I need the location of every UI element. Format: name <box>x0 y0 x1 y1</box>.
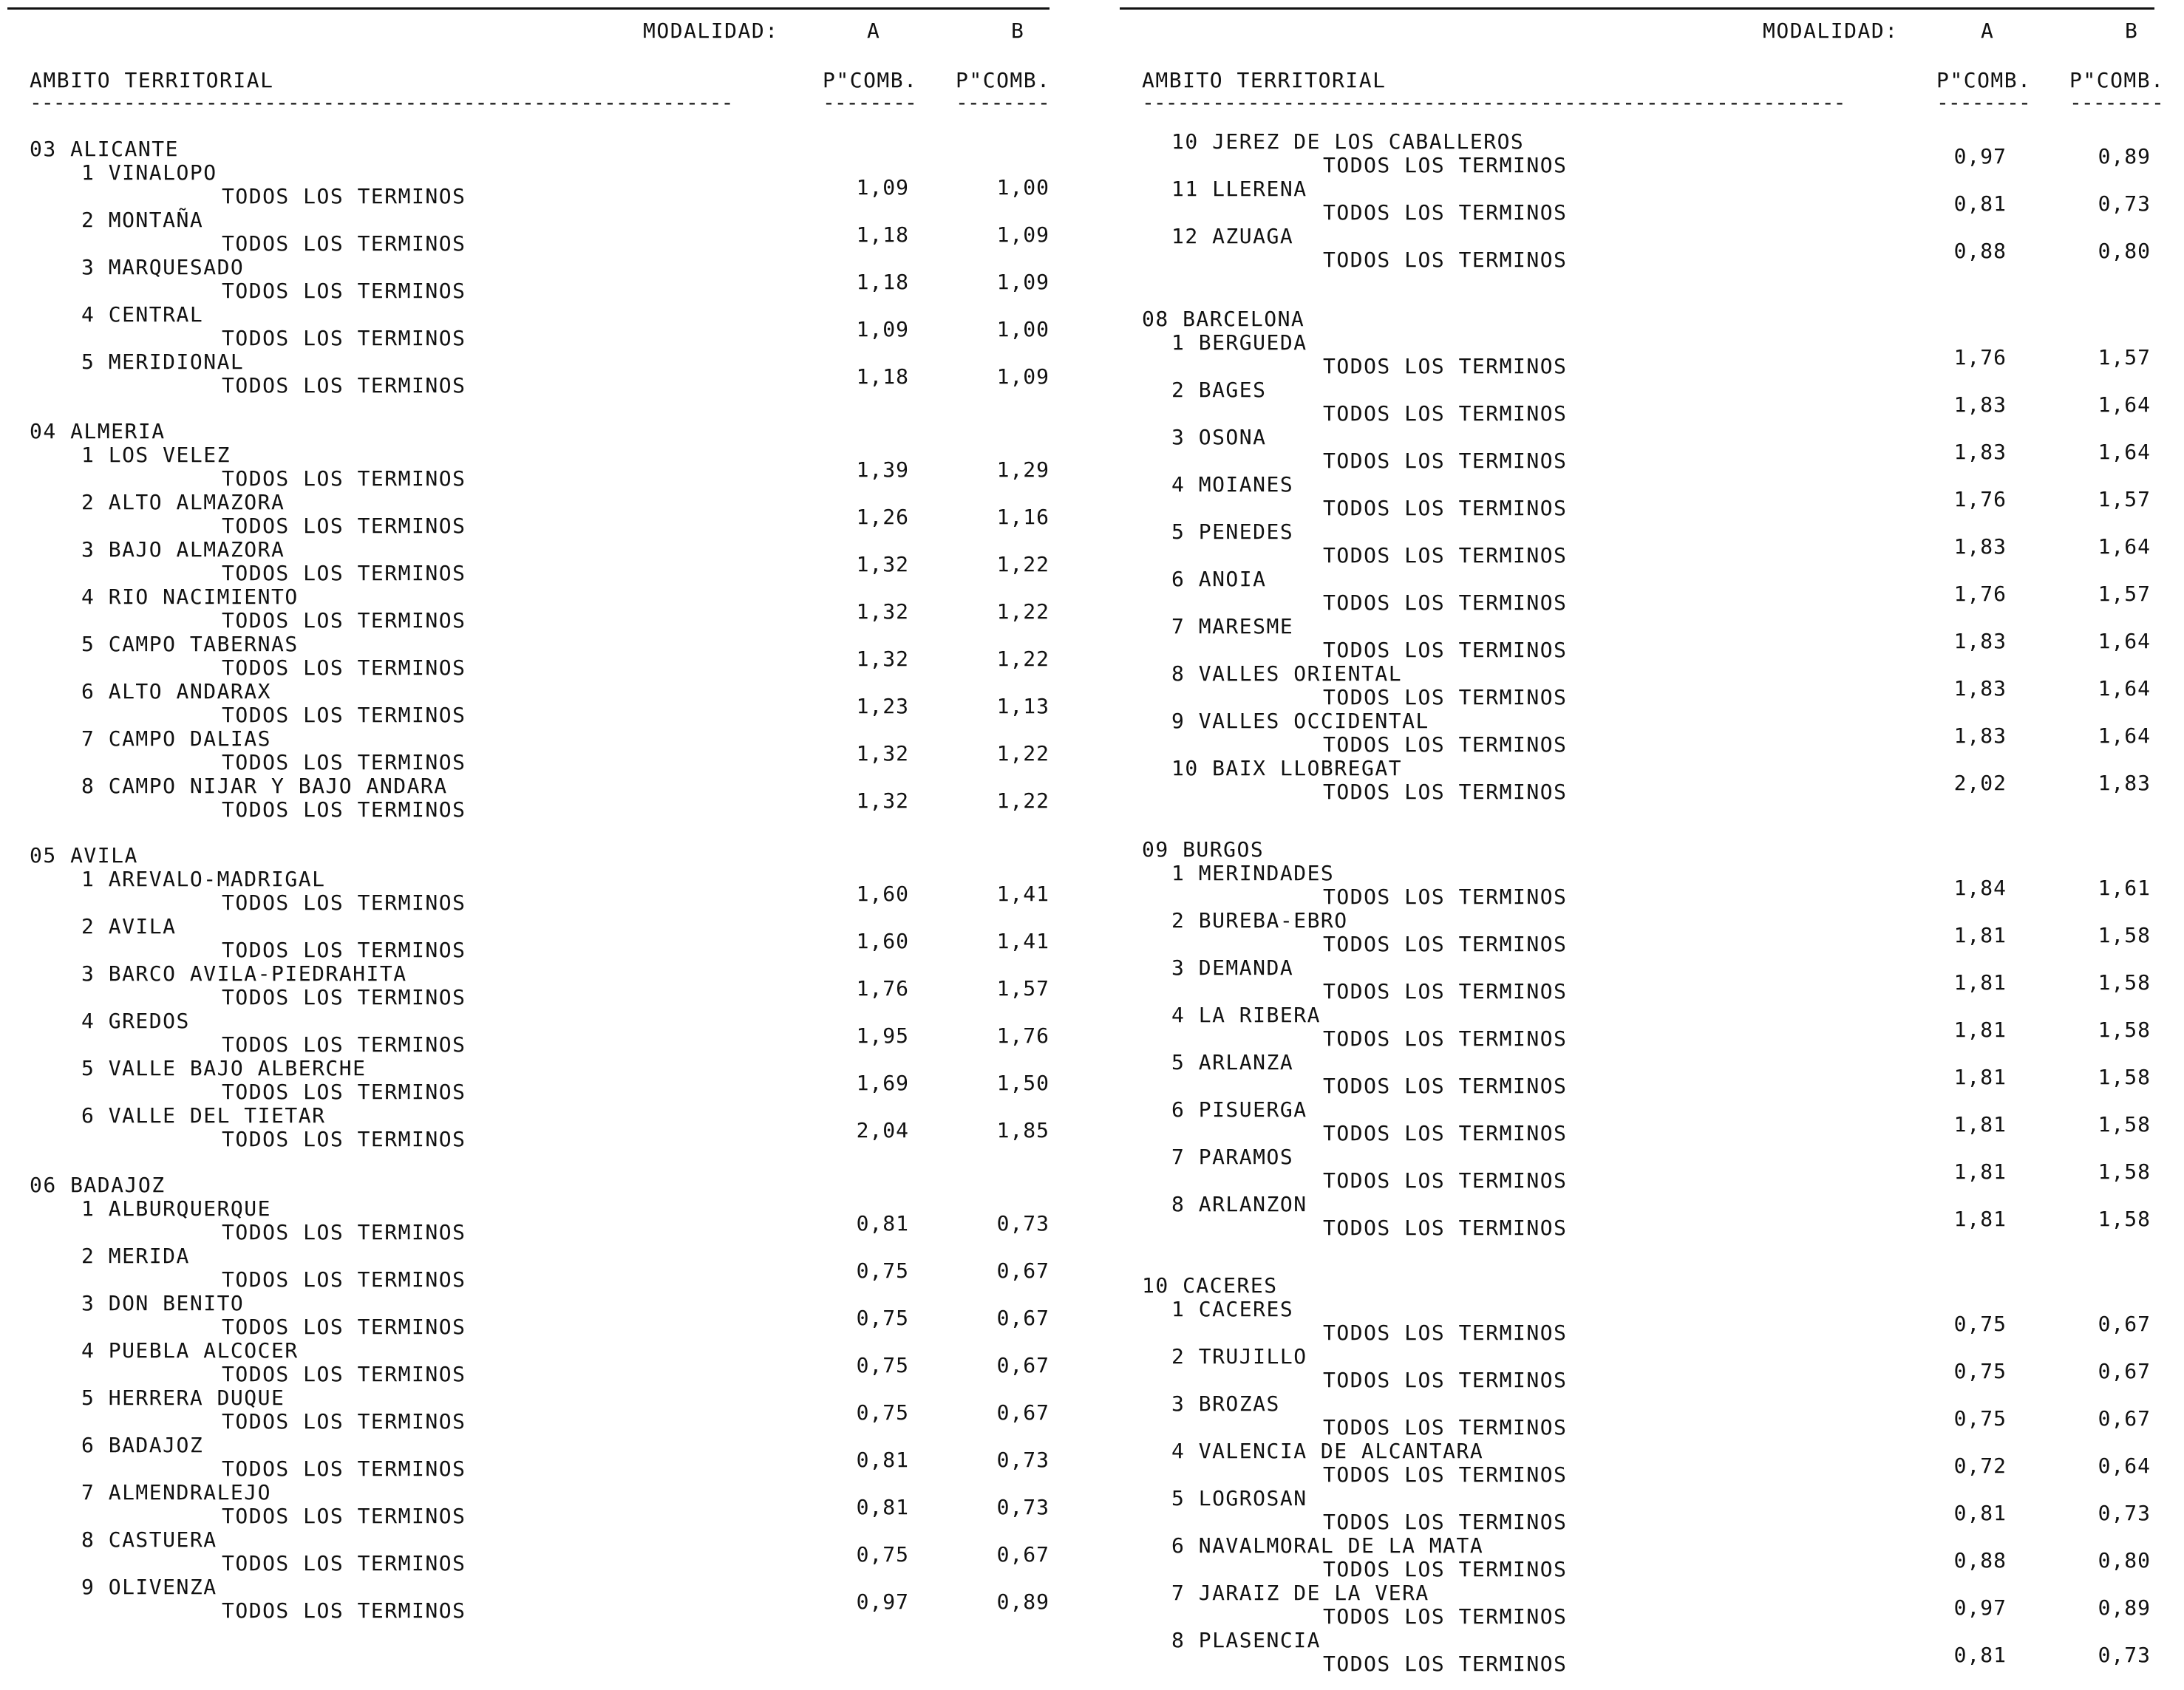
region-name: 10 BAIX LLOBREGAT <box>1171 756 1403 780</box>
region-name: 2 ALTO ALMAZORA <box>81 490 285 514</box>
value-modalidad-b: 0,80 <box>2098 1548 2151 1573</box>
value-modalidad-b: 1,64 <box>2098 723 2151 748</box>
left-column <box>7 0 1072 1690</box>
region-name: 9 VALLES OCCIDENTAL <box>1171 709 1429 733</box>
value-modalidad-b: 0,67 <box>996 1353 1050 1377</box>
all-terms-label: TODOS LOS TERMINOS <box>222 1456 466 1481</box>
region-name: 4 PUEBLA ALCOCER <box>81 1338 299 1363</box>
value-modalidad-a: 0,75 <box>856 1400 909 1425</box>
all-terms-label: TODOS LOS TERMINOS <box>222 1362 466 1386</box>
value-modalidad-a: 1,39 <box>856 457 909 482</box>
region-name: 2 MERIDA <box>81 1244 190 1268</box>
all-terms-label: TODOS LOS TERMINOS <box>222 279 466 303</box>
all-terms-label: TODOS LOS TERMINOS <box>222 231 466 256</box>
all-terms-label: TODOS LOS TERMINOS <box>1323 248 1568 272</box>
value-modalidad-a: 0,81 <box>856 1495 909 1519</box>
region-name: 8 CAMPO NIJAR Y BAJO ANDARA <box>81 774 448 798</box>
region-name: 8 CASTUERA <box>81 1527 217 1552</box>
all-terms-label: TODOS LOS TERMINOS <box>222 1220 466 1244</box>
value-modalidad-a: 1,81 <box>1953 1018 2007 1042</box>
value-modalidad-b: 1,64 <box>2098 440 2151 464</box>
value-modalidad-a: 1,76 <box>1953 582 2007 606</box>
region-name: 3 MARQUESADO <box>81 255 245 279</box>
region-name: 3 DON BENITO <box>81 1291 245 1315</box>
value-modalidad-a: 0,75 <box>1953 1359 2007 1383</box>
value-modalidad-a: 1,81 <box>1953 1207 2007 1231</box>
region-name: 4 GREDOS <box>81 1009 190 1033</box>
value-modalidad-b: 1,22 <box>996 552 1050 576</box>
region-name: 2 BUREBA-EBRO <box>1171 908 1348 933</box>
value-modalidad-a: 0,97 <box>1953 1595 2007 1620</box>
province-heading: 03 ALICANTE <box>30 137 179 161</box>
header-underline: ------------------------------------------------------------ <box>1142 90 1845 115</box>
region-name: 1 LOS VELEZ <box>81 443 231 467</box>
region-name: 5 LOGROSAN <box>1171 1486 1307 1510</box>
region-name: 3 BARCO AVILA-PIEDRAHITA <box>81 961 407 986</box>
value-modalidad-b: 1,22 <box>996 647 1050 671</box>
all-terms-label: TODOS LOS TERMINOS <box>222 1080 466 1104</box>
all-terms-label: TODOS LOS TERMINOS <box>222 373 466 398</box>
all-terms-label: TODOS LOS TERMINOS <box>1323 885 1568 909</box>
value-modalidad-a: 1,76 <box>1953 487 2007 511</box>
all-terms-label: TODOS LOS TERMINOS <box>1323 685 1568 709</box>
value-modalidad-b: 1,57 <box>2098 345 2151 369</box>
value-modalidad-b: 1,22 <box>996 741 1050 766</box>
value-modalidad-b: 1,50 <box>996 1071 1050 1095</box>
all-terms-label: TODOS LOS TERMINOS <box>1323 200 1568 225</box>
region-name: 4 MOIANES <box>1171 472 1294 497</box>
pcomb-b-header: P"COMB. <box>2069 68 2165 92</box>
all-terms-label: TODOS LOS TERMINOS <box>1323 1652 1568 1676</box>
value-modalidad-a: 1,83 <box>1953 440 2007 464</box>
province-heading: 08 BARCELONA <box>1142 307 1305 331</box>
value-modalidad-b: 0,67 <box>996 1542 1050 1567</box>
value-modalidad-b: 0,67 <box>2098 1359 2151 1383</box>
region-name: 5 HERRERA DUQUE <box>81 1386 285 1410</box>
value-modalidad-a: 1,23 <box>856 694 909 718</box>
region-name: 11 LLERENA <box>1171 177 1307 201</box>
top-rule <box>1120 7 2154 10</box>
all-terms-label: TODOS LOS TERMINOS <box>222 1032 466 1057</box>
region-name: 7 CAMPO DALIAS <box>81 726 272 751</box>
modalidad-b-label: B <box>2125 18 2139 43</box>
all-terms-label: TODOS LOS TERMINOS <box>1323 1510 1568 1534</box>
region-name: 10 JEREZ DE LOS CABALLEROS <box>1171 129 1525 154</box>
pcomb-b-underline: -------- <box>2069 90 2163 115</box>
value-modalidad-a: 1,60 <box>856 882 909 906</box>
region-name: 3 BAJO ALMAZORA <box>81 537 285 562</box>
value-modalidad-a: 1,83 <box>1953 676 2007 701</box>
value-modalidad-a: 0,81 <box>1953 1643 2007 1667</box>
value-modalidad-a: 0,75 <box>856 1353 909 1377</box>
value-modalidad-a: 0,75 <box>1953 1312 2007 1336</box>
region-name: 2 MONTAÑA <box>81 208 204 232</box>
value-modalidad-b: 0,67 <box>996 1306 1050 1330</box>
value-modalidad-b: 1,58 <box>2098 970 2151 995</box>
value-modalidad-a: 0,75 <box>856 1258 909 1283</box>
all-terms-label: TODOS LOS TERMINOS <box>1323 1557 1568 1581</box>
all-terms-label: TODOS LOS TERMINOS <box>222 561 466 585</box>
all-terms-label: TODOS LOS TERMINOS <box>222 703 466 727</box>
all-terms-label: TODOS LOS TERMINOS <box>1323 1121 1568 1145</box>
region-name: 6 ANOIA <box>1171 567 1267 591</box>
value-modalidad-b: 1,00 <box>996 175 1050 200</box>
all-terms-label: TODOS LOS TERMINOS <box>1323 732 1568 757</box>
value-modalidad-a: 1,81 <box>1953 1159 2007 1184</box>
value-modalidad-b: 0,73 <box>2098 191 2151 216</box>
region-name: 1 CACERES <box>1171 1297 1294 1321</box>
value-modalidad-b: 0,67 <box>2098 1312 2151 1336</box>
value-modalidad-a: 0,81 <box>856 1448 909 1472</box>
region-name: 5 PENEDES <box>1171 519 1294 544</box>
value-modalidad-b: 0,80 <box>2098 239 2151 263</box>
value-modalidad-a: 1,32 <box>856 599 909 624</box>
value-modalidad-a: 0,97 <box>856 1590 909 1614</box>
all-terms-label: TODOS LOS TERMINOS <box>222 514 466 538</box>
all-terms-label: TODOS LOS TERMINOS <box>1323 1074 1568 1098</box>
value-modalidad-a: 1,76 <box>856 976 909 1001</box>
region-name: 7 JARAIZ DE LA VERA <box>1171 1581 1429 1605</box>
value-modalidad-a: 1,81 <box>1953 970 2007 995</box>
all-terms-label: TODOS LOS TERMINOS <box>222 1315 466 1339</box>
all-terms-label: TODOS LOS TERMINOS <box>222 1409 466 1434</box>
province-heading: 04 ALMERIA <box>30 419 166 443</box>
all-terms-label: TODOS LOS TERMINOS <box>1323 1026 1568 1051</box>
all-terms-label: TODOS LOS TERMINOS <box>1323 449 1568 473</box>
value-modalidad-b: 1,85 <box>996 1118 1050 1142</box>
value-modalidad-b: 1,61 <box>2098 876 2151 900</box>
region-name: 6 VALLE DEL TIETAR <box>81 1103 326 1128</box>
value-modalidad-b: 0,73 <box>996 1448 1050 1472</box>
region-name: 6 ALTO ANDARAX <box>81 679 272 703</box>
region-name: 1 BERGUEDA <box>1171 330 1307 355</box>
pcomb-a-header: P"COMB. <box>823 68 918 92</box>
all-terms-label: TODOS LOS TERMINOS <box>1323 1168 1568 1193</box>
all-terms-label: TODOS LOS TERMINOS <box>1323 1321 1568 1345</box>
all-terms-label: TODOS LOS TERMINOS <box>222 890 466 915</box>
value-modalidad-a: 1,18 <box>856 364 909 389</box>
province-heading: 05 AVILA <box>30 843 138 868</box>
value-modalidad-a: 1,81 <box>1953 923 2007 947</box>
value-modalidad-a: 2,02 <box>1953 771 2007 795</box>
value-modalidad-a: 1,83 <box>1953 534 2007 559</box>
value-modalidad-a: 1,83 <box>1953 629 2007 653</box>
value-modalidad-a: 0,88 <box>1953 239 2007 263</box>
value-modalidad-a: 1,83 <box>1953 392 2007 417</box>
all-terms-label: TODOS LOS TERMINOS <box>222 184 466 208</box>
value-modalidad-a: 1,95 <box>856 1023 909 1048</box>
value-modalidad-a: 1,32 <box>856 741 909 766</box>
value-modalidad-b: 0,73 <box>2098 1643 2151 1667</box>
modalidad-a-label: A <box>867 18 881 43</box>
ambito-territorial-header: AMBITO TERRITORIAL <box>30 68 274 92</box>
all-terms-label: TODOS LOS TERMINOS <box>1323 354 1568 378</box>
value-modalidad-b: 1,41 <box>996 882 1050 906</box>
region-name: 9 OLIVENZA <box>81 1575 217 1599</box>
all-terms-label: TODOS LOS TERMINOS <box>222 750 466 774</box>
region-name: 1 ALBURQUERQUE <box>81 1196 272 1221</box>
value-modalidad-b: 1,83 <box>2098 771 2151 795</box>
region-name: 2 TRUJILLO <box>1171 1344 1307 1369</box>
value-modalidad-a: 1,83 <box>1953 723 2007 748</box>
region-name: 7 ALMENDRALEJO <box>81 1480 272 1505</box>
value-modalidad-b: 1,29 <box>996 457 1050 482</box>
region-name: 1 MERINDADES <box>1171 861 1335 885</box>
region-name: 3 BROZAS <box>1171 1391 1280 1416</box>
all-terms-label: TODOS LOS TERMINOS <box>222 326 466 350</box>
ambito-territorial-header: AMBITO TERRITORIAL <box>1142 68 1387 92</box>
value-modalidad-b: 1,57 <box>2098 487 2151 511</box>
region-name: 4 RIO NACIMIENTO <box>81 585 299 609</box>
value-modalidad-b: 1,58 <box>2098 1159 2151 1184</box>
modalidad-b-label: B <box>1011 18 1025 43</box>
value-modalidad-a: 1,60 <box>856 929 909 953</box>
value-modalidad-a: 0,81 <box>1953 1501 2007 1525</box>
value-modalidad-a: 1,76 <box>1953 345 2007 369</box>
value-modalidad-b: 1,58 <box>2098 1018 2151 1042</box>
value-modalidad-b: 1,57 <box>2098 582 2151 606</box>
all-terms-label: TODOS LOS TERMINOS <box>222 1598 466 1623</box>
region-name: 4 VALENCIA DE ALCANTARA <box>1171 1439 1484 1463</box>
value-modalidad-a: 1,18 <box>856 270 909 294</box>
value-modalidad-b: 0,73 <box>996 1211 1050 1236</box>
region-name: 6 BADAJOZ <box>81 1433 204 1457</box>
value-modalidad-a: 1,84 <box>1953 876 2007 900</box>
value-modalidad-a: 1,32 <box>856 552 909 576</box>
all-terms-label: TODOS LOS TERMINOS <box>222 466 466 491</box>
all-terms-label: TODOS LOS TERMINOS <box>1323 401 1568 426</box>
region-name: 5 MERIDIONAL <box>81 350 245 374</box>
all-terms-label: TODOS LOS TERMINOS <box>1323 932 1568 956</box>
region-name: 6 PISUERGA <box>1171 1097 1307 1122</box>
all-terms-label: TODOS LOS TERMINOS <box>222 985 466 1009</box>
region-name: 5 CAMPO TABERNAS <box>81 632 299 656</box>
all-terms-label: TODOS LOS TERMINOS <box>1323 1604 1568 1629</box>
value-modalidad-a: 1,18 <box>856 222 909 247</box>
value-modalidad-b: 0,67 <box>996 1258 1050 1283</box>
all-terms-label: TODOS LOS TERMINOS <box>222 1551 466 1575</box>
province-heading: 10 CACERES <box>1142 1273 1278 1298</box>
value-modalidad-b: 0,67 <box>996 1400 1050 1425</box>
pcomb-b-underline: -------- <box>956 90 1050 115</box>
region-name: 5 VALLE BAJO ALBERCHE <box>81 1056 367 1080</box>
value-modalidad-b: 1,64 <box>2098 392 2151 417</box>
region-name: 1 VINALOPO <box>81 160 217 185</box>
value-modalidad-a: 0,75 <box>1953 1406 2007 1431</box>
value-modalidad-b: 0,73 <box>2098 1501 2151 1525</box>
all-terms-label: TODOS LOS TERMINOS <box>1323 590 1568 615</box>
value-modalidad-b: 0,67 <box>2098 1406 2151 1431</box>
value-modalidad-b: 0,64 <box>2098 1454 2151 1478</box>
value-modalidad-a: 0,81 <box>856 1211 909 1236</box>
province-heading: 06 BADAJOZ <box>30 1173 166 1197</box>
value-modalidad-b: 0,73 <box>996 1495 1050 1519</box>
all-terms-label: TODOS LOS TERMINOS <box>1323 638 1568 662</box>
region-name: 3 DEMANDA <box>1171 955 1294 980</box>
all-terms-label: TODOS LOS TERMINOS <box>1323 1462 1568 1487</box>
value-modalidad-a: 1,81 <box>1953 1065 2007 1089</box>
region-name: 7 PARAMOS <box>1171 1145 1294 1169</box>
value-modalidad-b: 0,89 <box>996 1590 1050 1614</box>
value-modalidad-a: 1,26 <box>856 505 909 529</box>
value-modalidad-a: 1,81 <box>1953 1112 2007 1137</box>
modalidad-label: MODALIDAD: <box>1763 18 1899 43</box>
pcomb-b-header: P"COMB. <box>956 68 1051 92</box>
region-name: 1 AREVALO-MADRIGAL <box>81 867 326 891</box>
modalidad-a-label: A <box>1981 18 1995 43</box>
region-name: 12 AZUAGA <box>1171 224 1294 248</box>
value-modalidad-a: 1,69 <box>856 1071 909 1095</box>
region-name: 5 ARLANZA <box>1171 1050 1294 1074</box>
all-terms-label: TODOS LOS TERMINOS <box>1323 979 1568 1004</box>
pcomb-a-underline: -------- <box>823 90 916 115</box>
value-modalidad-b: 1,13 <box>996 694 1050 718</box>
value-modalidad-b: 1,64 <box>2098 534 2151 559</box>
value-modalidad-b: 0,89 <box>2098 144 2151 168</box>
value-modalidad-a: 1,32 <box>856 788 909 813</box>
modalidad-label: MODALIDAD: <box>643 18 779 43</box>
value-modalidad-a: 0,97 <box>1953 144 2007 168</box>
value-modalidad-a: 0,75 <box>856 1306 909 1330</box>
region-name: 8 VALLES ORIENTAL <box>1171 661 1403 686</box>
region-name: 3 OSONA <box>1171 425 1267 449</box>
value-modalidad-b: 1,58 <box>2098 1065 2151 1089</box>
value-modalidad-b: 0,89 <box>2098 1595 2151 1620</box>
all-terms-label: TODOS LOS TERMINOS <box>1323 153 1568 177</box>
all-terms-label: TODOS LOS TERMINOS <box>1323 543 1568 568</box>
value-modalidad-a: 0,72 <box>1953 1454 2007 1478</box>
value-modalidad-b: 1,09 <box>996 270 1050 294</box>
value-modalidad-b: 1,09 <box>996 222 1050 247</box>
value-modalidad-a: 0,75 <box>856 1542 909 1567</box>
value-modalidad-b: 1,41 <box>996 929 1050 953</box>
region-name: 4 LA RIBERA <box>1171 1003 1321 1027</box>
value-modalidad-b: 1,16 <box>996 505 1050 529</box>
region-name: 6 NAVALMORAL DE LA MATA <box>1171 1533 1484 1558</box>
value-modalidad-b: 1,76 <box>996 1023 1050 1048</box>
value-modalidad-b: 1,22 <box>996 599 1050 624</box>
value-modalidad-b: 1,64 <box>2098 676 2151 701</box>
region-name: 2 AVILA <box>81 914 177 938</box>
all-terms-label: TODOS LOS TERMINOS <box>1323 496 1568 520</box>
value-modalidad-b: 1,64 <box>2098 629 2151 653</box>
all-terms-label: TODOS LOS TERMINOS <box>222 938 466 962</box>
value-modalidad-b: 1,58 <box>2098 1207 2151 1231</box>
region-name: 7 MARESME <box>1171 614 1294 638</box>
province-heading: 09 BURGOS <box>1142 837 1265 862</box>
region-name: 8 PLASENCIA <box>1171 1628 1321 1652</box>
value-modalidad-a: 0,88 <box>1953 1548 2007 1573</box>
value-modalidad-b: 1,00 <box>996 317 1050 341</box>
value-modalidad-a: 1,32 <box>856 647 909 671</box>
pcomb-a-underline: -------- <box>1936 90 2030 115</box>
value-modalidad-a: 0,81 <box>1953 191 2007 216</box>
all-terms-label: TODOS LOS TERMINOS <box>222 797 466 822</box>
all-terms-label: TODOS LOS TERMINOS <box>222 1504 466 1528</box>
region-name: 8 ARLANZON <box>1171 1192 1307 1216</box>
value-modalidad-b: 1,57 <box>996 976 1050 1001</box>
all-terms-label: TODOS LOS TERMINOS <box>222 1127 466 1151</box>
value-modalidad-b: 1,58 <box>2098 923 2151 947</box>
header-underline: ------------------------------------------------------------ <box>30 90 733 115</box>
all-terms-label: TODOS LOS TERMINOS <box>1323 1415 1568 1439</box>
all-terms-label: TODOS LOS TERMINOS <box>222 1267 466 1292</box>
all-terms-label: TODOS LOS TERMINOS <box>1323 1216 1568 1240</box>
top-rule <box>7 7 1050 10</box>
pcomb-a-header: P"COMB. <box>1936 68 2032 92</box>
value-modalidad-b: 1,09 <box>996 364 1050 389</box>
value-modalidad-b: 1,58 <box>2098 1112 2151 1137</box>
all-terms-label: TODOS LOS TERMINOS <box>1323 780 1568 804</box>
value-modalidad-a: 1,09 <box>856 317 909 341</box>
value-modalidad-a: 1,09 <box>856 175 909 200</box>
all-terms-label: TODOS LOS TERMINOS <box>222 608 466 633</box>
region-name: 2 BAGES <box>1171 378 1267 402</box>
all-terms-label: TODOS LOS TERMINOS <box>222 655 466 680</box>
region-name: 4 CENTRAL <box>81 302 204 327</box>
value-modalidad-a: 2,04 <box>856 1118 909 1142</box>
right-column <box>1120 0 2184 1690</box>
all-terms-label: TODOS LOS TERMINOS <box>1323 1368 1568 1392</box>
value-modalidad-b: 1,22 <box>996 788 1050 813</box>
